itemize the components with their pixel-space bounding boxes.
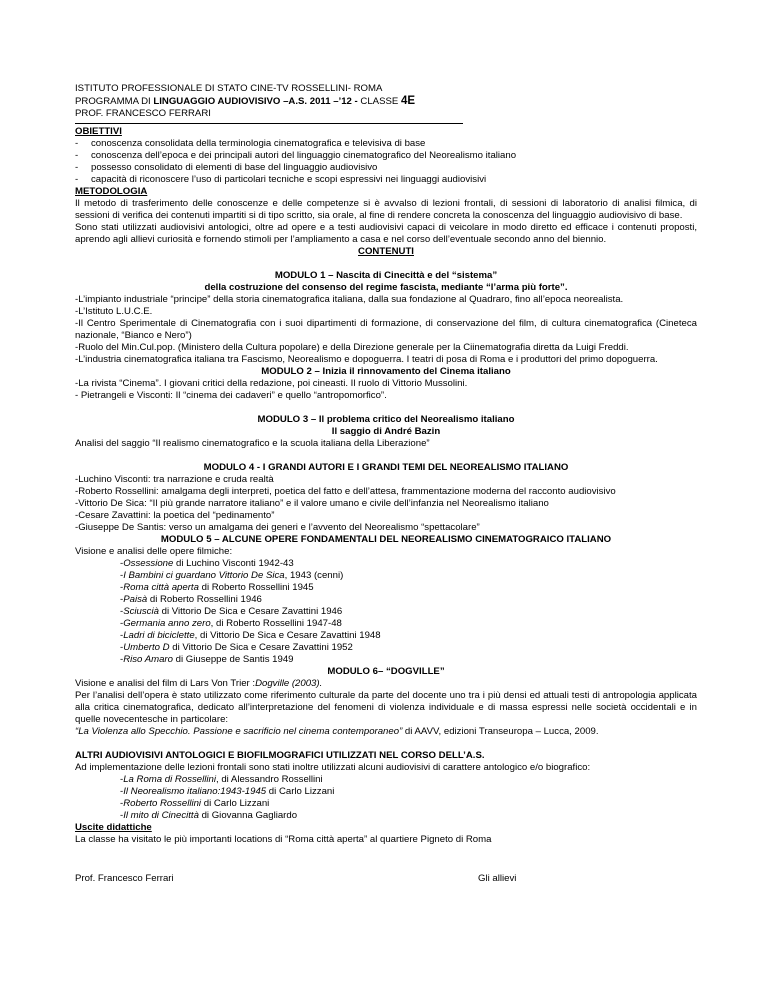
- list-item: - conoscenza dell’epoca e dei principali autori del linguaggio cinematografico del Neorealismo italiano: [75, 150, 517, 161]
- modulo-1-title: MODULO 1 – Nascita di Cinecittà e del “sistema”: [274, 270, 498, 281]
- students-signature-label: Gli allievi: [478, 873, 517, 884]
- list-item: - possesso consolidato di elementi di base del linguaggio audiovisivo: [75, 162, 378, 173]
- modulo-4-line: -Giuseppe De Santis: verso un amalgama dei generi e l’avvento del Neorealismo “spettacolare”: [75, 522, 480, 533]
- metodologia-paragraph-2: Sono stati utilizzati audiovisivi antologici, oltre ad opere e a testi audiovisivi capaci di veicolare in modo diretto ed efficace i contenuti proposti, aprendo agli allievi curiosità e fornendo stimoli per l’ampliamento a casa e nel corso dell’eventuale secondo anno del biennio.: [75, 222, 697, 245]
- header-program: PROGRAMMA DI LINGUAGGIO AUDIOVISIVO –A.S. 2011 –’12 - CLASSE 4E: [75, 95, 416, 107]
- signature-footer: [75, 873, 697, 887]
- list-item: -Riso Amaro di Giuseppe de Santis 1949: [120, 654, 294, 665]
- modulo-5-title: MODULO 5 – ALCUNE OPERE FONDAMENTALI DEL NEOREALISMO CINEMATOGRAICO ITALIANO: [160, 534, 612, 545]
- modulo-2-line: -La rivista “Cinema”. I giovani critici della redazione, poi cineasti. Il ruolo di Vittorio Mussolini.: [75, 378, 468, 389]
- obiettivi-title: OBIETTIVI: [75, 126, 122, 137]
- header-teacher: PROF. FRANCESCO FERRARI: [75, 108, 211, 119]
- uscite-line: La classe ha visitato le più importanti locations di “Roma città aperta” al quartiere Pigneto di Roma: [75, 834, 492, 845]
- modulo-1-line: -Ruolo del Min.Cul.pop. (Ministero della Cultura popolare) e della Direzione generale per la Ciinematografia diretta da Luigi Freddi.: [75, 342, 629, 353]
- modulo-1-line: -L’Istituto L.U.C.E.: [75, 306, 153, 317]
- modulo-4-line: -Vittorio De Sica: “Il più grande narratore italiano” e il valore umano e civile dell’infanzia nel Neorealismo italiano: [75, 498, 549, 509]
- modulo-6-reference: “La Violenza allo Specchio. Passione e sacrificio nel cinema contemporaneo” di AAVV, edizioni Transeuropa – Lucca, 2009.: [75, 726, 599, 737]
- teacher-signature-label: Prof. Francesco Ferrari: [75, 873, 174, 884]
- modulo-4-line: -Cesare Zavattini: la poetica del “pedinamento”: [75, 510, 275, 521]
- document-page: [75, 83, 697, 846]
- list-item: -I Bambini ci guardano Vittorio De Sica, 1943 (cenni): [120, 570, 344, 581]
- header-divider: [75, 123, 463, 124]
- modulo-1-line: -Il Centro Sperimentale di Cinematografia con i suoi dipartimenti di formazione, di conservazione del film, di cultura cinematografica (Cineteca nazionale, “Bianco e Nero”): [75, 318, 697, 341]
- contenuti-title: CONTENUTI: [358, 246, 414, 257]
- list-item: -Sciuscià di Vittorio De Sica e Cesare Zavattini 1946: [120, 606, 343, 617]
- obiettivi-list: [75, 138, 697, 186]
- modulo-4-line: -Luchino Visconti: tra narrazione e cruda realtà: [75, 474, 274, 485]
- altri-list: [75, 774, 697, 822]
- metodologia-paragraph-1: Il metodo di trasferimento delle conoscenze e delle competenze si è avvalso di lezioni frontali, di sessioni di laboratorio di analisi filmica, di sessioni di verifica dei contenuti impartiti si di tipo scritto, sia orale, al fine di rendere concreta la conoscenza del linguaggio audiovisivo di base.: [75, 198, 697, 221]
- modulo-3-subtitle: Il saggio di André Bazin: [331, 426, 441, 437]
- modulo-3-title: MODULO 3 – Il problema critico del Neorealismo italiano: [257, 414, 515, 425]
- list-item: - conoscenza consolidata della terminologia cinematografica e televisiva di base: [75, 138, 426, 149]
- list-item: -Germania anno zero, di Roberto Rossellini 1947-48: [120, 618, 342, 629]
- modulo-1-line: -L’industria cinematografica italiana tra Fascismo, Neorealismo e dopoguerra. I teatri di posa di Roma e i produttori del primo dopoguerra.: [75, 354, 658, 365]
- modulo-2-line: - Pietrangeli e Visconti: Il “cinema dei cadaveri” e quello “antropomorfico”.: [75, 390, 387, 401]
- list-item: -La Roma di Rossellini, di Alessandro Rossellini: [120, 774, 323, 785]
- modulo-6-paragraph: Per l’analisi dell’opera è stato utilizzato come riferimento culturale da parte del docente uno tra i più densi ed attuali testi di antropologia applicata alla critica cinematografica, dedicato all’interpretazione del fenomeni di violenza individuale e di massa espressi nelle società occidentali e in quelle novecentesche in particolare:: [75, 690, 697, 725]
- modulo-3-line: Analisi del saggio “Il realismo cinematografico e la scuola italiana della Liberazione”: [75, 438, 430, 449]
- list-item: -Ossessione di Luchino Visconti 1942-43: [120, 558, 294, 569]
- list-item: -Paisà di Roberto Rossellini 1946: [120, 594, 262, 605]
- modulo-4-title: MODULO 4 - I GRANDI AUTORI E I GRANDI TEMI DEL NEOREALISMO ITALIANO: [203, 462, 569, 473]
- modulo-2-title: MODULO 2 – Inizia il rinnovamento del Cinema italiano: [261, 366, 511, 377]
- modulo-4-line: -Roberto Rossellini: amalgama degli interpreti, poetica del fatto e dell’attesa, frammentazione moderna del racconto audiovisivo: [75, 486, 616, 497]
- header-school: ISTITUTO PROFESSIONALE DI STATO CINE-TV ROSSELLINI- ROMA: [75, 83, 383, 94]
- altri-intro: Ad implementazione delle lezioni frontali sono stati inoltre utilizzati alcuni audiovisivi di carattere antologico e/o biografico:: [75, 762, 591, 773]
- list-item: - capacità di riconoscere l’uso di particolari tecniche e scopi espressivi nei linguaggi audiovisivi: [75, 174, 487, 185]
- list-item: -Il mito di Cinecittà di Giovanna Gagliardo: [120, 810, 298, 821]
- modulo-6-line: Visione e analisi del film di Lars Von Trier :Dogville (2003).: [75, 678, 323, 689]
- list-item: -Roma città aperta di Roberto Rossellini 1945: [120, 582, 314, 593]
- modulo-1-line: -L’impianto industriale “principe” della storia cinematografica italiana, dalla sua fondazione al Quadraro, fino all’epoca neorealista.: [75, 294, 624, 305]
- altri-title: ALTRI AUDIOVISIVI ANTOLOGICI E BIOFILMOGRAFICI UTILIZZATI NEL CORSO DELL’A.S.: [75, 750, 485, 761]
- metodologia-title: METODOLOGIA: [75, 186, 148, 197]
- modulo-1-subtitle: della costruzione del consenso del regime fascista, mediante “l’arma più forte”.: [204, 282, 568, 293]
- list-item: -Umberto D di Vittorio De Sica e Cesare Zavattini 1952: [120, 642, 353, 653]
- uscite-title: Uscite didattiche: [75, 822, 152, 833]
- list-item: -Il Neorealismo italiano:1943-1945 di Carlo Lizzani: [120, 786, 335, 797]
- list-item: -Roberto Rossellini di Carlo Lizzani: [120, 798, 270, 809]
- modulo-5-intro: Visione e analisi delle opere filmiche:: [75, 546, 233, 557]
- film-list: [75, 558, 697, 666]
- list-item: -Ladri di biciclette, di Vittorio De Sica e Cesare Zavattini 1948: [120, 630, 381, 641]
- modulo-6-title: MODULO 6– “DOGVILLE”: [327, 666, 445, 677]
